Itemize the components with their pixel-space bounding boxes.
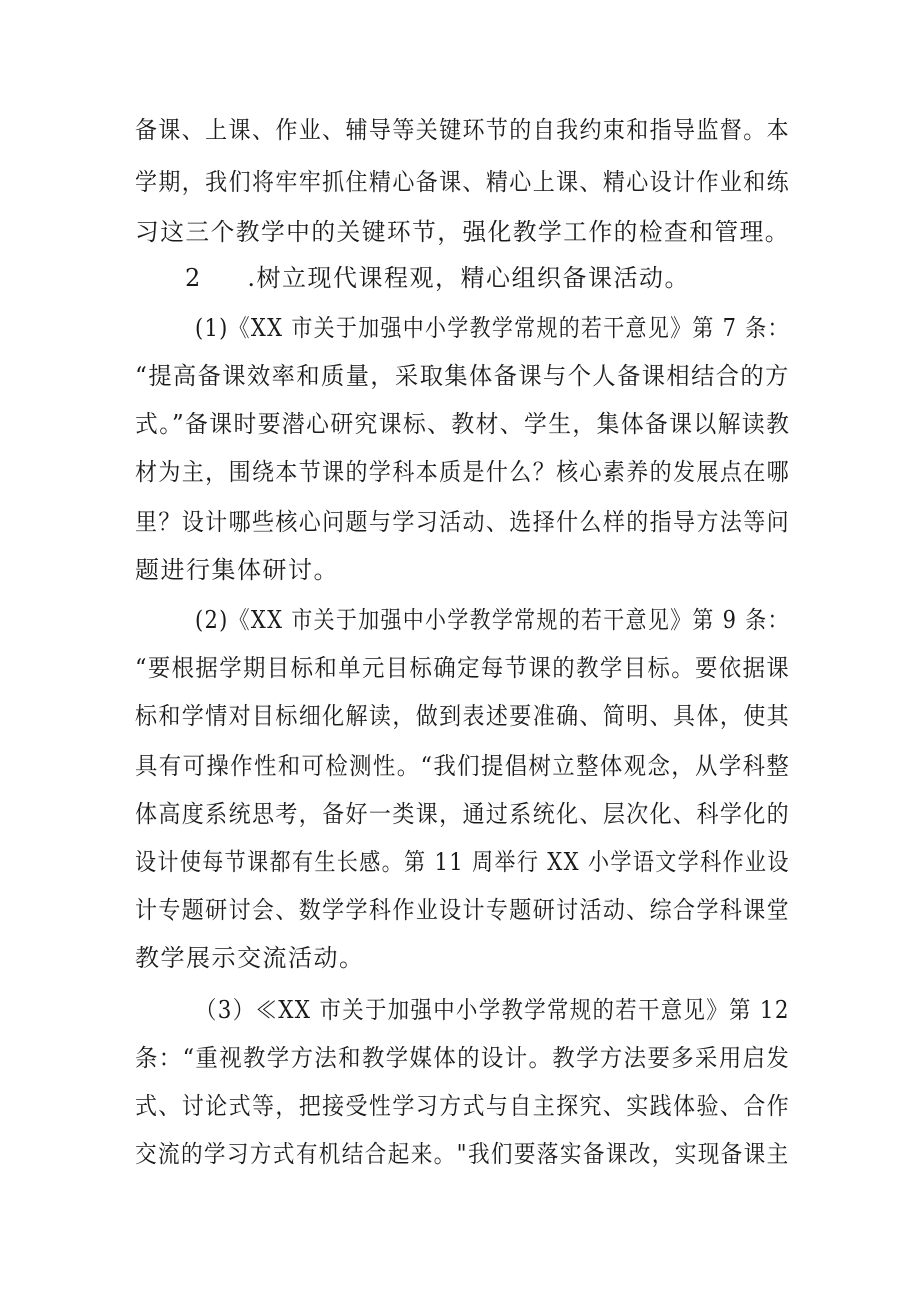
text-line: (1)《XX 市关于加强中小学教学常规的若干意见》第 7 条： <box>195 314 790 342</box>
text-line: 题进行集体研讨。 <box>135 556 339 584</box>
text-line: 习这三个教学中的关键环节，强化教学工作的检查和管理。 <box>135 218 790 246</box>
text-line: 里？设计哪些核心问题与学习活动、选择什么样的指导方法等问 <box>135 508 791 536</box>
text-line: 计专题研讨会、数学学科作业设计专题研讨活动、综合学科课堂 <box>135 896 791 924</box>
text-line: 交流的学习方式有机结合起来。"我们要落实备课改，实现备课主 <box>135 1140 790 1168</box>
text-line: 具有可操作性和可检测性。“我们提倡树立整体观念，从学科整 <box>135 752 791 780</box>
text-line: (2)《XX 市关于加强中小学教学常规的若干意见》第 9 条： <box>195 606 790 634</box>
section-heading: 2 .树立现代课程观，精心组织备课活动。 <box>185 264 691 292</box>
text-line: 备课、上课、作业、辅导等关键环节的自我约束和指导监督。本 <box>135 116 791 144</box>
text-line: 学期，我们将牢牢抓住精心备课、精心上课、精心设计作业和练 <box>135 168 791 196</box>
text-line: 标和学情对目标细化解读，做到表述要准确、简明、具体，使其 <box>135 702 791 730</box>
text-line: 材为主，围绕本节课的学科本质是什么？核心素养的发展点在哪 <box>135 458 791 486</box>
text-line: 体高度系统思考，备好一类课，通过系统化、层次化、科学化的 <box>135 800 791 828</box>
text-line: （3）≪XX 市关于加强中小学教学常规的若干意见》第 12 <box>195 996 790 1024</box>
text-line: “要根据学期目标和单元目标确定每节课的教学目标。要依据课 <box>135 654 791 682</box>
text-line: 教学展示交流活动。 <box>135 944 365 972</box>
text-line: 式、讨论式等，把接受性学习方式与自主探究、实践体验、合作 <box>135 1092 791 1120</box>
text-line: 设计使每节课都有生长感。第 11 周举行 XX 小学语文学科作业设 <box>135 848 790 876</box>
text-line: 条：“重视教学方法和教学媒体的设计。教学方法要多采用启发 <box>135 1044 791 1072</box>
text-line: “提高备课效率和质量，采取集体备课与个人备课相结合的方 <box>135 362 790 390</box>
text-line: 式。”备课时要潜心研究课标、教材、学生，集体备课以解读教 <box>135 410 791 438</box>
